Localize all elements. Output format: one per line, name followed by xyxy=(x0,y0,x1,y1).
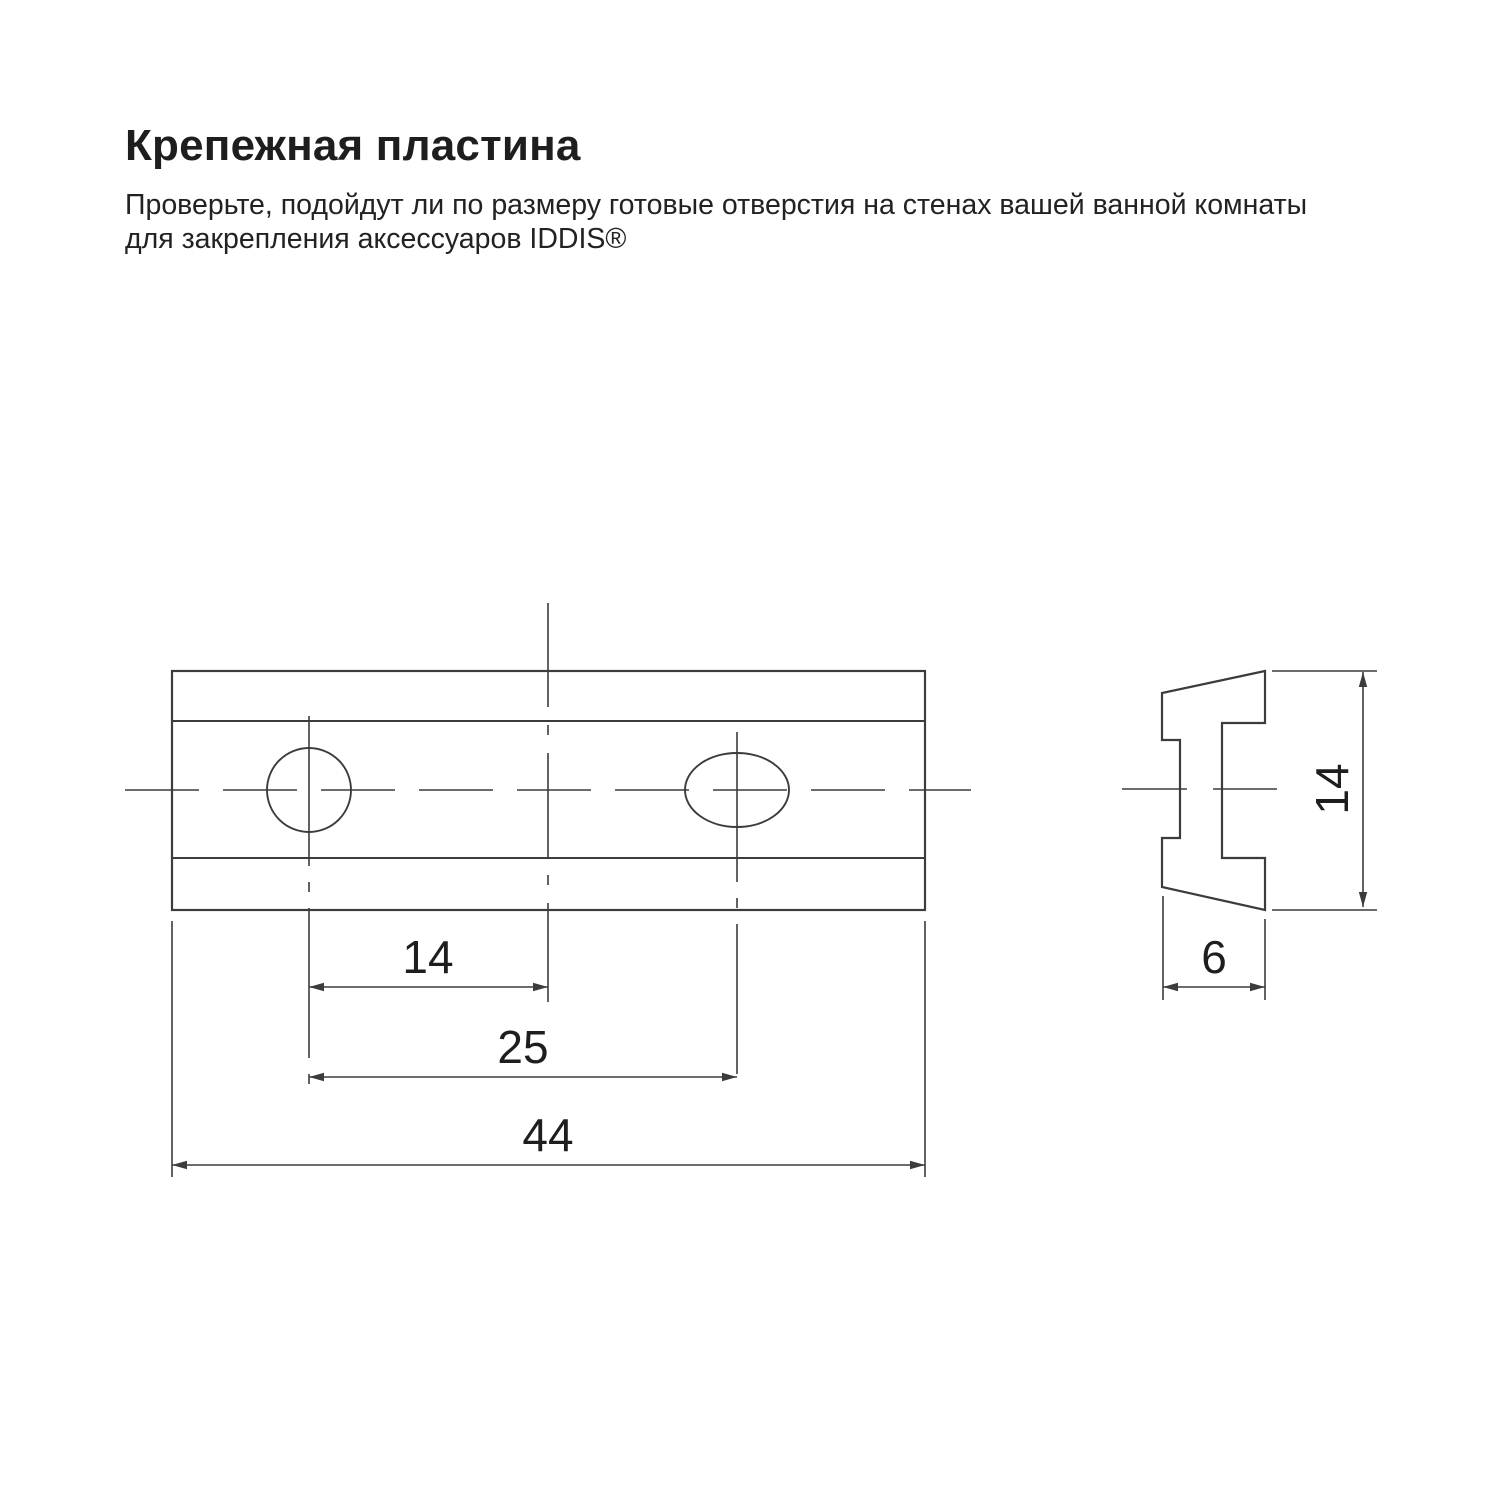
dim-label-44: 44 xyxy=(522,1109,574,1161)
dim-label-14: 14 xyxy=(402,931,454,983)
front-view xyxy=(125,603,971,1177)
profile-outline xyxy=(1162,671,1265,910)
page-title: Крепежная пластина xyxy=(125,121,581,170)
description-line-2: для закрепления аксессуаров IDDIS® xyxy=(125,223,627,255)
dim-label-25: 25 xyxy=(497,1021,549,1073)
description-line-1: Проверьте, подойдут ли по размеру готовые отверстия на стенах вашей ванной комнаты xyxy=(125,189,1308,221)
side-dim-label-6: 6 xyxy=(1201,931,1227,983)
side-view xyxy=(1122,671,1377,1000)
side-dim-label-14: 14 xyxy=(1306,763,1358,815)
